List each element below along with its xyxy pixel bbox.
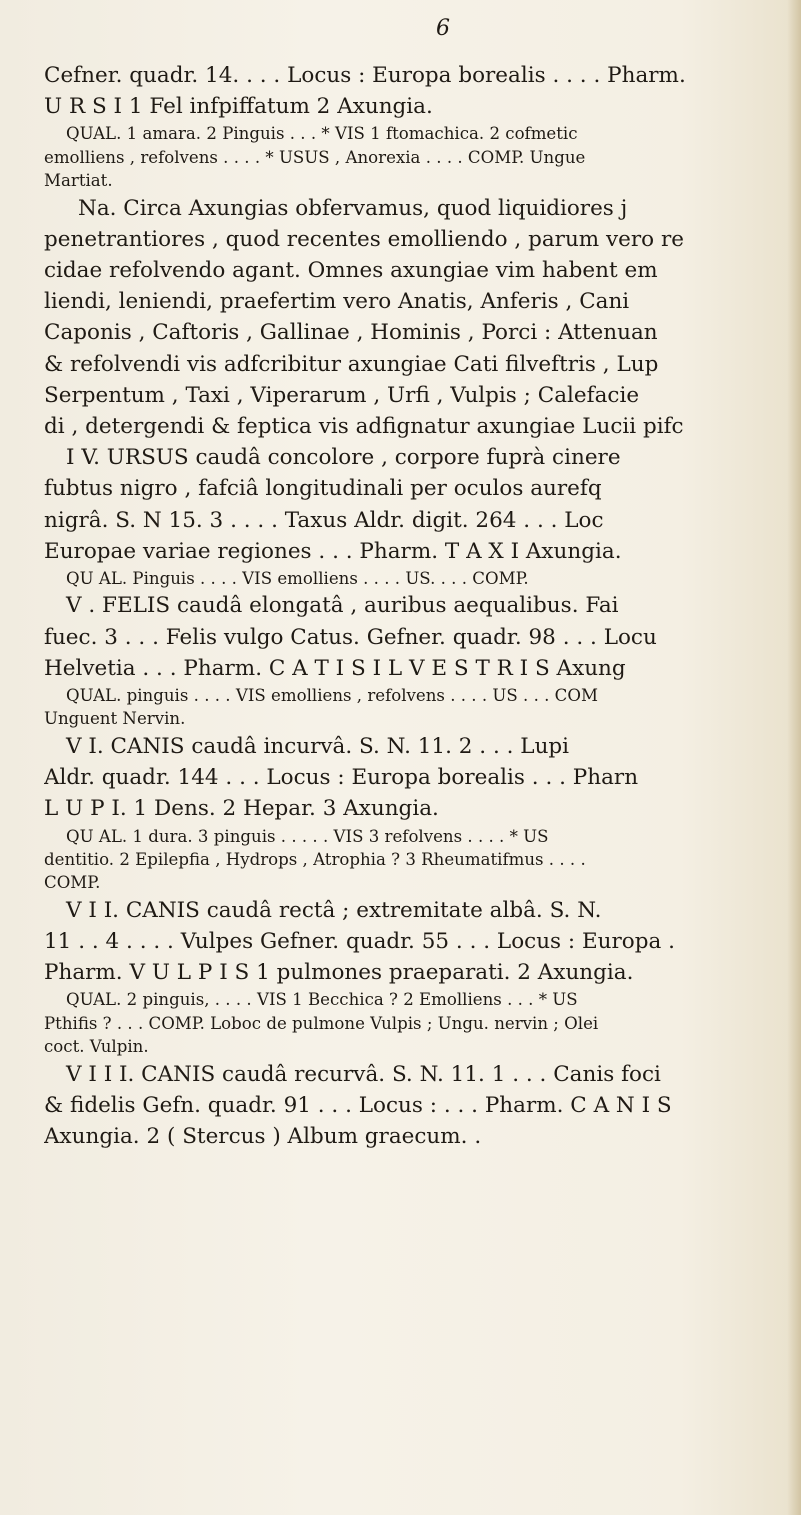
text-line: Na. Circa Axungias obfervamus, quod liquidiores j (78, 195, 628, 221)
text-line: Caponis , Caftoris , Gallinae , Hominis , Porci : Attenuan (44, 320, 658, 346)
text-line: V . FELIS caudâ elongatâ , auribus aequalibus. Fai (66, 593, 619, 619)
text-block (44, 60, 784, 1230)
text-line: V I I. CANIS caudâ rectâ ; extremitate albâ. S. N. (66, 897, 602, 923)
text-line: 11 . . 4 . . . . Vulpes Gefner. quadr. 55 . . . Locus : Europa . (44, 928, 675, 954)
text-line: QU AL. 1 dura. 3 pinguis . . . . . VIS 3 refolvens . . . . * US (66, 826, 549, 846)
text-line: L U P I. 1 Dens. 2 Hepar. 3 Axungia. (44, 796, 439, 822)
text-line: nigrâ. S. N 15. 3 . . . . Taxus Aldr. digit. 264 . . . Loc (44, 507, 604, 533)
text-line: dentitio. 2 Epilepfia , Hydrops , Atrophia ? 3 Rheumatifmus . . . . (44, 849, 586, 869)
text-line: Aldr. quadr. 144 . . . Locus : Europa borealis . . . Pharn (44, 765, 639, 791)
text-line: Martiat. (44, 171, 113, 191)
text-line: V I. CANIS caudâ incurvâ. S. N. 11. 2 . . . Lupi (66, 733, 570, 759)
text-line: penetrantiores , quod recentes emolliendo , parum vero re (44, 226, 684, 252)
text-line: liendi, leniendi, praefertim vero Anatis, Anferis , Cani (44, 289, 630, 315)
text-line: di , detergendi & feptica vis adfignatur axungiae Lucii pifc (44, 414, 684, 440)
text-line: Helvetia . . . Pharm. C A T I S I L V E S T R I S Axung (44, 655, 626, 681)
text-line: Axungia. 2 ( Stercus ) Album graecum. . (44, 1123, 482, 1149)
page-edge-shadow (787, 0, 801, 1515)
text-line: Pharm. V U L P I S 1 pulmones praeparati. 2 Axungia. (44, 960, 634, 986)
text-line: fuec. 3 . . . Felis vulgo Catus. Gefner. quadr. 98 . . . Locu (44, 624, 657, 650)
text-line: & fidelis Gefn. quadr. 91 . . . Locus : . . . Pharm. C A N I S (44, 1092, 672, 1118)
text-line: Unguent Nervin. (44, 709, 186, 729)
text-line: COMP. (44, 873, 101, 893)
text-line: QUAL. 1 amara. 2 Pinguis . . . * VIS 1 ftomachica. 2 cofmetic (66, 124, 578, 144)
text-line: Pthifis ? . . . COMP. Loboc de pulmone Vulpis ; Ungu. nervin ; Olei (44, 1013, 599, 1033)
page-number: 6 (436, 16, 450, 41)
text-line: U R S I 1 Fel infpiffatum 2 Axungia. (44, 94, 433, 120)
text-line: QUAL. 2 pinguis, . . . . VIS 1 Becchica ? 2 Emolliens . . . * US (66, 990, 578, 1010)
text-line: & refolvendi vis adfcribitur axungiae Cati filveftris , Lup (44, 351, 659, 377)
text-line: emolliens , refolvens . . . . * USUS , Anorexia . . . . COMP. Ungue (44, 147, 586, 167)
text-line: QU AL. Pinguis . . . . VIS emolliens . . . . US. . . . COMP. (66, 569, 529, 589)
text-line: fubtus nigro , fafciâ longitudinali per oculos aurefq (44, 476, 602, 502)
text-line: cidae refolvendo agant. Omnes axungiae vim habent em (44, 258, 658, 284)
text-line: Cefner. quadr. 14. . . . Locus : Europa borealis . . . . Pharm. (44, 63, 686, 88)
text-line: coct. Vulpin. (44, 1037, 149, 1057)
text-line: Europae variae regiones . . . Pharm. T A X I Axungia. (44, 538, 622, 564)
text-line: Serpentum , Taxi , Viperarum , Urfi , Vulpis ; Calefacie (44, 382, 640, 408)
text-line: QUAL. pinguis . . . . VIS emolliens , refolvens . . . . US . . . COM (66, 686, 598, 706)
text-line: I V. URSUS caudâ concolore , corpore fuprà cinere (66, 445, 621, 471)
text-line: V I I I. CANIS caudâ recurvâ. S. N. 11. 1 . . . Canis foci (66, 1061, 661, 1087)
